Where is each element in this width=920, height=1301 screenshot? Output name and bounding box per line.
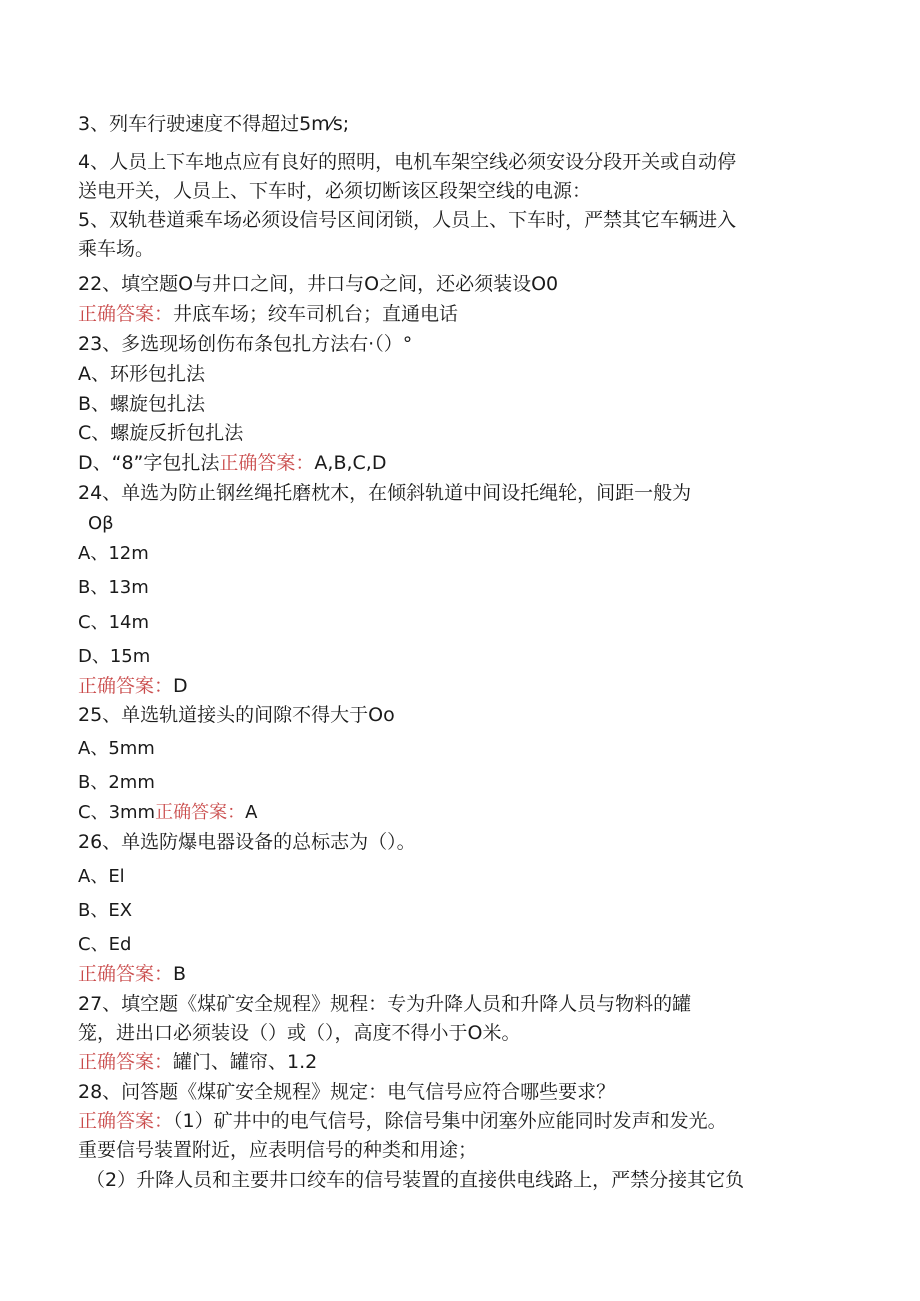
option: B、螺旋包扎法 [78, 393, 206, 415]
option: A、El [78, 866, 125, 887]
text-line: 3、列车行驶速度不得超过5m⁄s; [78, 113, 350, 135]
option: A、5mm [78, 738, 155, 759]
option: A、环形包扎法 [78, 363, 205, 385]
option: B、EX [78, 900, 133, 921]
text-line: 乘车场。 [78, 238, 155, 260]
question-26: 26、单选防爆电器设备的总标志为（）。 [78, 831, 416, 853]
answer-line: 正确答案：B [78, 963, 187, 985]
option: D、“8”字包扎法正确答案：A,B,C,D [78, 452, 387, 474]
option: C、14m [78, 612, 150, 633]
option: C、螺旋反折包扎法 [78, 422, 244, 444]
answer-label: 正确答案： [78, 963, 174, 985]
option: A、12m [78, 543, 149, 564]
text-line: （2）升降人员和主要井口绞车的信号装置的直接供电线路上，严禁分接其它负 [86, 1169, 745, 1191]
answer-line: 正确答案：（1）矿井中的电气信号，除信号集中闭塞外应能同时发声和发光。 [78, 1110, 727, 1132]
question-22: 22、填空题O与井口之间，井口与O之间，还必须装设O0 [78, 273, 559, 295]
answer-line: 正确答案：井底车场；绞车司机台；直通电话 [78, 303, 459, 325]
answer-line: 正确答案：罐门、罐帘、1.2 [78, 1051, 318, 1073]
option: D、15m [78, 646, 151, 667]
answer-label: 正确答案： [155, 802, 246, 823]
text-line: 笼，进出口必须装设（）或（），高度不得小于O米。 [78, 1022, 521, 1044]
option: C、3mm正确答案：A [78, 802, 258, 823]
option: C、Ed [78, 934, 132, 955]
question-23: 23、多选现场创伤布条包扎方法右·（）° [78, 333, 413, 355]
answer-label: 正确答案： [219, 452, 315, 474]
answer-label: 正确答案： [78, 1110, 174, 1132]
option: B、2mm [78, 772, 155, 793]
answer-label: 正确答案： [78, 675, 174, 697]
question-25: 25、单选轨道接头的间隙不得大于Oo [78, 704, 395, 726]
text-line: 送电开关，人员上、下车时，必须切断该区段架空线的电源： [78, 180, 592, 202]
text-line: Oβ [88, 513, 114, 534]
text-line: 4、人员上下车地点应有良好的照明，电机车架空线必须安设分段开关或自动停 [78, 151, 737, 173]
question-27: 27、填空题《煤矿安全规程》规程：专为升降人员和升降人员与物料的罐 [78, 993, 692, 1015]
option: B、13m [78, 577, 149, 598]
question-28: 28、问答题《煤矿安全规程》规定：电气信号应符合哪些要求？ [78, 1081, 616, 1103]
text-line: 重要信号装置附近，应表明信号的种类和用途； [78, 1139, 478, 1161]
text-line: 5、双轨巷道乘车场必须设信号区间闭锁，人员上、下车时，严禁其它车辆进入 [78, 209, 737, 231]
question-24: 24、单选为防止钢丝绳托磨枕木，在倾斜轨道中间设托绳轮，间距一般为 [78, 482, 692, 504]
answer-label: 正确答案： [78, 1051, 174, 1073]
answer-label: 正确答案： [78, 303, 174, 325]
answer-line: 正确答案：D [78, 675, 188, 697]
